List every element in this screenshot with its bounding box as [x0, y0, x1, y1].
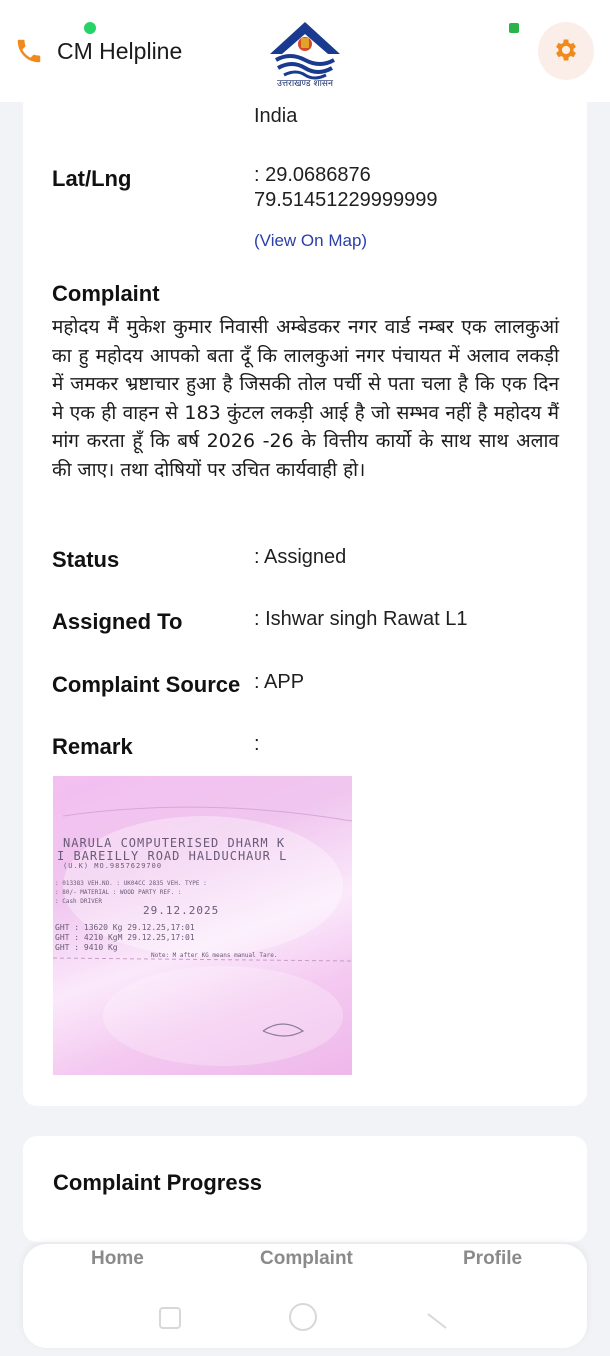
- nav-complaint[interactable]: Complaint: [260, 1248, 353, 1269]
- receipt-date: 29.12.2025: [143, 904, 220, 917]
- latitude-value: : 29.0686876: [254, 164, 371, 186]
- receipt-note: Note: M after KG means manual Tare.: [151, 952, 278, 959]
- emblem-caption: उत्तराखण्ड शासन: [276, 79, 333, 89]
- assigned-to-value: : Ishwar singh Rawat L1: [254, 608, 468, 630]
- receipt-weight-2: GHT : 4210 KgM 29.12.25,17:01: [55, 933, 195, 942]
- home-system-icon: [290, 1304, 316, 1330]
- nav-home[interactable]: Home: [91, 1248, 144, 1269]
- gear-icon: [552, 36, 580, 64]
- complaint-progress-card: [23, 1136, 587, 1242]
- remark-label: Remark: [52, 734, 133, 759]
- complaint-source-label: Complaint Source: [52, 672, 241, 697]
- receipt-line-2: I BAREILLY ROAD HALDUCHAUR L: [57, 849, 288, 863]
- recent-apps-icon: [160, 1308, 180, 1328]
- notification-indicator: [509, 23, 519, 33]
- longitude-value: 79.51451229999999: [254, 189, 438, 211]
- view-on-map-link[interactable]: (View On Map): [254, 231, 368, 250]
- address-value-tail: India: [254, 105, 298, 127]
- latlng-label: Lat/Lng: [52, 166, 132, 191]
- receipt-line-3: (U.K) MO.9857629700: [63, 862, 163, 870]
- phone-icon[interactable]: [14, 36, 44, 66]
- receipt-line-1: NARULA COMPUTERISED DHARM K: [63, 836, 286, 850]
- back-system-icon: [428, 1314, 446, 1328]
- complaint-progress-title: Complaint Progress: [53, 1170, 263, 1195]
- settings-button[interactable]: [538, 22, 594, 80]
- receipt-line-6: : Cash DRIVER: [55, 898, 102, 905]
- complaint-text: महोदय मैं मुकेश कुमार निवासी अम्बेडकर नगर वार्ड नम्बर एक लालकुआं का हु महोदय आपको बता दूँ कि लालकुआं नगर पंचायत में अलाव लकड़ी में जमकर भ्रष्टाचार हुआ है जिसकी तोल पर्ची से पता चला है कि एक दिन मे एक ही वाहन से 183 कुंटल लकड़ी आई है जो सम्भव नहीं है महोदय मैं मांग करता हूँ कि बर्ष 2026 -26 के वित्तीय कार्यो के साथ साथ अलाव की जाए। तथा दोषियों पर उचित कार्यवाही हो।: [52, 316, 559, 481]
- header-title: CM Helpline: [57, 38, 183, 64]
- whatsapp-indicator: [82, 20, 98, 36]
- system-navigation-bar: [0, 1284, 610, 1356]
- complaint-source-value: : APP: [254, 671, 305, 693]
- complaint-label: Complaint: [52, 281, 160, 306]
- complaint-attachment-image[interactable]: [53, 776, 352, 1075]
- app-header: [0, 0, 610, 102]
- receipt-weight-3: GHT : 9410 Kg: [55, 943, 118, 952]
- remark-value: :: [254, 733, 260, 755]
- receipt-line-4: : 013383 VEH.NO. : UK04CC 2835 VEH. TYPE :: [55, 880, 207, 887]
- assigned-to-label: Assigned To: [52, 609, 183, 634]
- receipt-weight-1: GHT : 13620 Kg 29.12.25,17:01: [55, 923, 195, 932]
- nav-profile[interactable]: Profile: [463, 1248, 523, 1269]
- status-label: Status: [52, 547, 120, 572]
- receipt-line-5: : 80/- MATERIAL : WOOD PARTY REF. :: [55, 889, 182, 896]
- status-value: : Assigned: [254, 546, 347, 568]
